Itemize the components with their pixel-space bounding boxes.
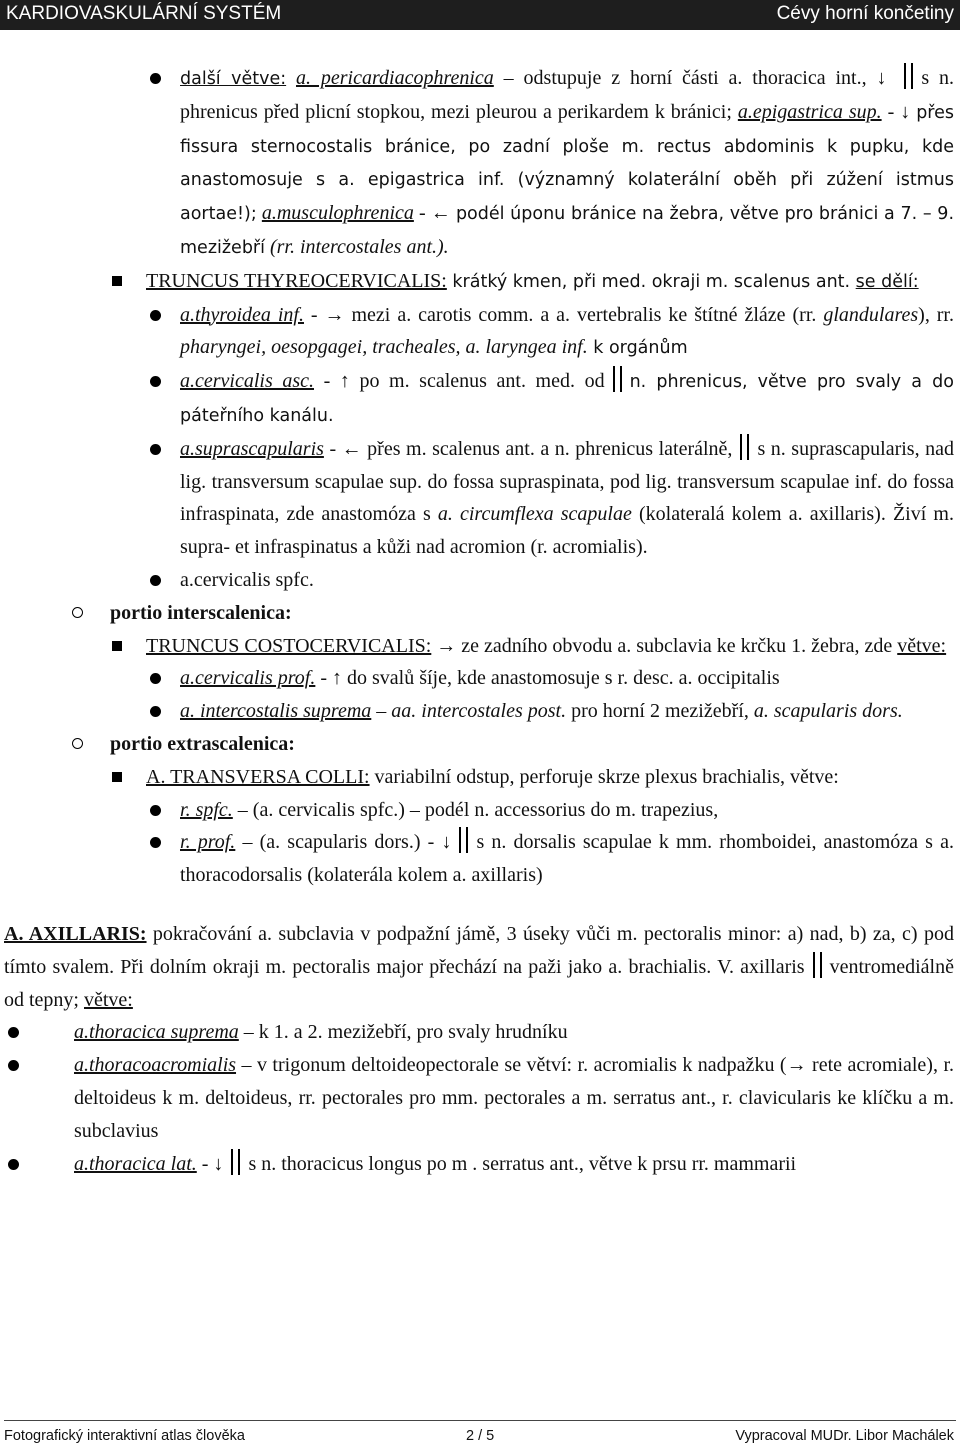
subheading: větve:: [897, 634, 947, 657]
artery-name: a.thoracoacromialis: [74, 1054, 237, 1077]
page-header: [0, 0, 960, 30]
bullet-dot-icon: [8, 1159, 19, 1170]
trunk-title: TRUNCUS COSTOCERVICALIS:: [146, 634, 432, 657]
text: s n. thoracicus longus po m . serratus ant., větve k prsu rr. mammarii: [248, 1152, 797, 1175]
artery-name: a.musculophrenica: [261, 202, 414, 225]
artery-name: a.cervicalis prof.: [180, 667, 316, 690]
bullet-dot-icon: [150, 837, 161, 848]
text: pro horní 2 mezižebří,: [566, 700, 754, 723]
text: - ← přes m. scalenus ant. a n. phrenicus laterálně,: [323, 437, 733, 460]
text: – odstupuje z horní části a. thoracica int., ↓: [493, 67, 887, 89]
artery-name: a.suprascapularis: [180, 437, 324, 460]
text: –: [371, 700, 392, 723]
text: a. scapularis dors.: [753, 700, 903, 723]
list-item-thoracoacromialis: [0, 1049, 960, 1147]
text: variabilní odstup, perforuje skrze plexus brachialis, větve:: [369, 765, 839, 788]
text: ), rr.: [918, 303, 954, 326]
subheading: se dělí:: [855, 271, 919, 292]
footer-author: Vypracoval MUDr. Libor Machálek: [735, 1428, 954, 1444]
paragraph-axillaris: [0, 918, 960, 1016]
footer-divider: [4, 1420, 956, 1421]
bullet-dot-icon: [150, 805, 161, 816]
text: - ←: [413, 202, 456, 225]
section-portio-interscalenica: [0, 597, 960, 630]
bullet-dot-icon: [150, 673, 161, 684]
circle-bullet-icon: [72, 607, 83, 618]
text: (rr. intercostales ant.).: [264, 235, 449, 258]
artery-name: r. spfc.: [180, 798, 233, 821]
bullet-dot-icon: [150, 376, 161, 387]
list-item-intercostalis-suprema: [0, 695, 960, 728]
parallel-icon: [459, 827, 468, 853]
bullet-dot-icon: [150, 73, 161, 84]
text: - ↑ po m. scalenus ant. med. od: [314, 370, 605, 393]
text: n. phrenicus, větve pro svaly a do páteřního kanálu.: [180, 372, 954, 426]
text: pharyngei, oesopgagei, tracheales, a. laryngea inf.: [180, 336, 588, 359]
header-chapter: KARDIOVASKULÁRNÍ SYSTÉM: [6, 3, 282, 24]
subheading: další větve:: [180, 69, 287, 89]
text: - → mezi a. carotis comm. a a. vertebralis ke štítné žláze (rr.: [303, 303, 824, 326]
text: podél úponu bránice na žebra, větve pro bránici a 7. – 9. mezižebří: [180, 204, 955, 258]
bullet-dot-icon: [150, 444, 161, 455]
bullet-dot-icon: [150, 310, 161, 321]
list-item-r-prof: [0, 826, 960, 892]
text: a. circumflexa scapulae: [437, 503, 632, 526]
artery-name: a.thyroidea inf.: [180, 303, 304, 326]
square-bullet-icon: [112, 641, 122, 651]
artery-name: a.thoracica suprema: [74, 1021, 239, 1044]
parallel-icon: [740, 434, 749, 460]
text: – (a. cervicalis spfc.) – podél n. accessorius do m. trapezius,: [232, 798, 719, 821]
text: glandulares: [823, 303, 919, 326]
text: – (a. scapularis dors.) - ↓: [235, 831, 452, 854]
text: – k 1. a 2. mezižebří, pro svaly hrudníku: [238, 1021, 568, 1044]
text: s n. phrenicus před plicní stopkou, mezi pleurou a perikardem k bránici;: [180, 67, 954, 123]
list-item-cervicalis-asc: [0, 365, 960, 433]
text: k orgánům: [587, 338, 688, 359]
square-bullet-icon: [112, 772, 122, 782]
text: ventromediálně od tepny;: [4, 955, 954, 1011]
list-item-cervicalis-spfc: [0, 564, 960, 597]
list-item-thoracica-lat: [0, 1148, 960, 1181]
document-body: [0, 62, 960, 1180]
list-item-suprascapularis: [0, 433, 960, 564]
artery-name: a.epigastrica sup.: [737, 100, 882, 123]
parallel-icon: [231, 1149, 240, 1175]
list-item-thyroidea-inf: [0, 299, 960, 366]
text: s n. dorsalis scapulae k mm. rhomboidei, anastomóza s a. thoracodorsalis (kolaterála kolem a. axillaris): [180, 831, 954, 887]
header-topic: Cévy horní končetiny: [776, 3, 954, 24]
list-item-cervicalis-prof: [0, 662, 960, 695]
bullet-dot-icon: [150, 706, 161, 717]
artery-name: a.cervicalis spfc.: [180, 568, 314, 591]
text: (kolateralá kolem a. axillaris). Živí m. supra- et infraspinatus a kůži nad acromion (r. acromialis).: [180, 503, 954, 559]
bullet-dot-icon: [8, 1027, 19, 1038]
text: - ↑ do svalů šíje, kde anastomosuje s r. desc. a. occipitalis: [315, 667, 780, 690]
text: krátký kmen, při med. okraji m. scalenus ant.: [446, 271, 856, 292]
section-portio-extrascalenica: [0, 728, 960, 761]
artery-name: r. prof.: [180, 831, 236, 854]
artery-name: a. intercostalis suprema: [180, 700, 372, 723]
artery-name: a. pericardiacophrenica: [296, 67, 494, 89]
text: s n. suprascapularis, nad lig. transversum scapulae sup. do fossa supraspinata, pod lig. transversum scapulae inf. do fossa infraspinata, zde anastomóza s: [180, 437, 954, 526]
text: - ↓: [881, 100, 917, 123]
section-heading: portio interscalenica:: [110, 601, 292, 624]
text: pokračování a. subclavia v podpažní jámě, 3 úseky vůči m. pectoralis minor: a) nad, b) za, c) pod tímto svalem. Při dolním okraji m. pectoralis major přechází na paži jako a. brachialis. V. axillaris: [4, 922, 954, 978]
list-item-pericardiacophrenica: [0, 62, 960, 265]
artery-name: a.thoracica lat.: [74, 1152, 197, 1175]
text: → ze zadního obvodu a. subclavia ke krčku 1. žebra, zde: [431, 634, 898, 657]
circle-bullet-icon: [72, 738, 83, 749]
list-item-r-spfc: [0, 794, 960, 827]
parallel-icon: [904, 63, 913, 89]
parallel-icon: [613, 366, 622, 392]
list-item-thoracica-suprema: [0, 1016, 960, 1049]
bullet-dot-icon: [8, 1060, 19, 1071]
list-item-transversa-colli: [0, 761, 960, 794]
trunk-title: TRUNCUS THYREOCERVICALIS:: [146, 269, 447, 292]
list-item-truncus-thyreocervicalis: [0, 265, 960, 299]
text: aa. intercostales post.: [391, 700, 567, 723]
square-bullet-icon: [112, 276, 122, 286]
parallel-icon: [813, 952, 822, 978]
section-heading: portio extrascalenica:: [110, 732, 295, 755]
list-item-truncus-costocervicalis: [0, 630, 960, 663]
trunk-title: A. TRANSVERSA COLLI:: [146, 765, 370, 788]
artery-title: A. AXILLARIS:: [4, 922, 147, 945]
subheading: větve:: [84, 988, 133, 1011]
footer-atlas: Fotografický interaktivní atlas člověka: [4, 1428, 245, 1444]
page-number: 2 / 5: [466, 1428, 495, 1444]
text: - ↓: [196, 1152, 224, 1175]
text: přes fissura sternocostalis bránice, po zadní ploše m. rectus abdominis k pupku, kde anastomosuje s a. epigastrica inf. (významný kolaterální oběh při zúžení istmus aortae!);: [180, 102, 954, 225]
artery-name: a.cervicalis asc.: [180, 370, 314, 393]
bullet-dot-icon: [150, 575, 161, 586]
text: – v trigonum deltoideopectorale se větví: r. acromialis k nadpažku (→ rete acromiale), r. deltoideus k m. deltoideus, rr. pectorales pro mm. pectorales a m. serratus ant., r. clavicularis ke klíčku a m. subclavius: [74, 1054, 954, 1142]
